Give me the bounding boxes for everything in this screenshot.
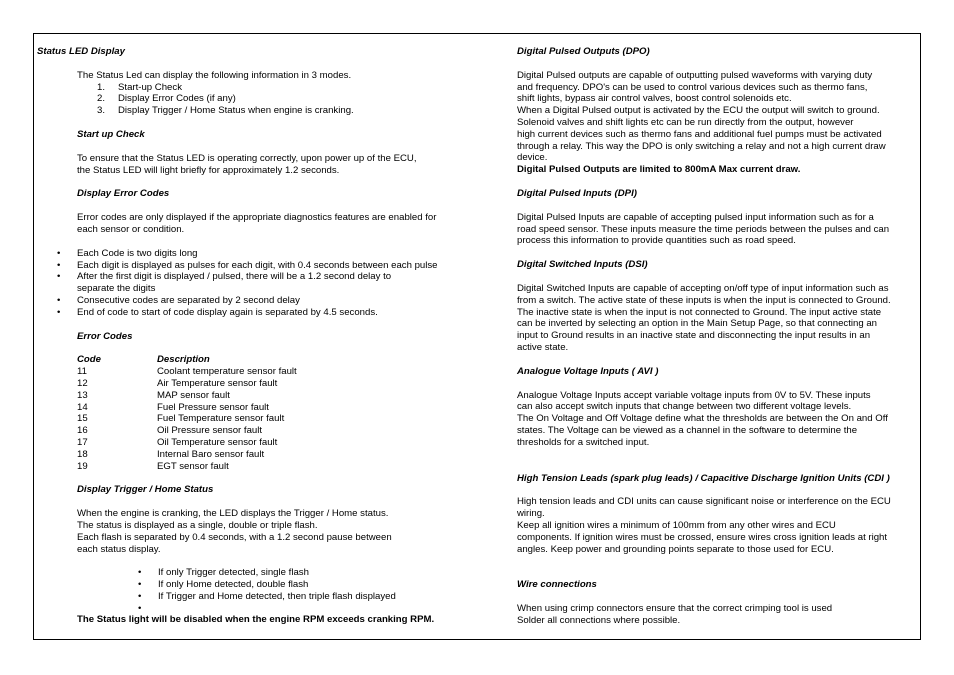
dpo-text: through a relay. This way the DPO is only switching a relay and not a high current draw	[517, 140, 886, 152]
dsi-text: input to Ground results in an inactive state and disconnecting the input results in an	[517, 330, 871, 342]
table-row: 17 Oil Temperature sensor fault	[77, 436, 278, 448]
ht-text: components. If ignition wires must be crossed, ensure wires cross ignition leads at right	[517, 531, 888, 543]
bullet-item: • Consecutive codes are separated by 2 second delay	[37, 295, 467, 307]
trigger-bullets	[37, 567, 467, 614]
code-column-header: Code	[77, 354, 101, 366]
error-heading: Display Error Codes	[77, 188, 170, 200]
bullet-continuation: separate the digits	[77, 283, 156, 295]
dsi-text: active state.	[517, 341, 569, 353]
table-row: 12 Air Temperature sensor fault	[77, 377, 278, 389]
dpo-heading: Digital Pulsed Outputs (DPO)	[517, 46, 650, 57]
avi-heading: Analogue Voltage Inputs ( AVI )	[517, 365, 659, 377]
description-column-header: Description	[157, 354, 210, 366]
trigger-text: The status is displayed as a single, double or triple flash.	[77, 519, 318, 531]
trigger-text: When the engine is cranking, the LED displays the Trigger / Home status.	[77, 508, 389, 520]
status-intro: The Status Led can display the following information in 3 modes.	[77, 69, 352, 81]
table-row: 18 Internal Baro sensor fault	[77, 448, 265, 460]
dsi-text: Digital Switched Inputs are capable of accepting on/off type of input information such as	[517, 282, 889, 294]
bullet-item: • End of code to start of code display again is separated by 4.5 seconds.	[37, 307, 467, 319]
dpi-text: Digital Pulsed Inputs are capable of accepting pulsed input information such as for a	[517, 211, 874, 223]
avi-text: thresholds for a switched input.	[517, 436, 650, 448]
dpo-text: high current devices such as thermo fans and additional fuel pumps must be activated	[517, 128, 882, 140]
mode-item: 1. Start-up Check	[97, 81, 182, 93]
dpo-text: and frequency. DPO's can be used to control various devices such as thermo fans,	[517, 81, 868, 93]
codes-heading: Error Codes	[77, 330, 133, 342]
trigger-text: each status display.	[77, 543, 161, 555]
dsi-text: from a switch. The active state of these inputs is when the input is connected to Ground.	[517, 294, 891, 306]
dsi-heading: Digital Switched Inputs (DSI)	[517, 259, 648, 271]
dpi-text: process this information to provide quantities such as road speed.	[517, 235, 796, 247]
startup-heading: Start up Check	[77, 128, 145, 140]
wire-text: When using crimp connectors ensure that the correct crimping tool is used	[517, 603, 833, 615]
ht-text: Keep all ignition wires a minimum of 100mm from any other wires and ECU	[517, 519, 836, 531]
bullet-item: • If Trigger and Home detected, then triple flash displayed	[37, 591, 467, 603]
dpi-heading: Digital Pulsed Inputs (DPI)	[517, 187, 637, 199]
dpo-text: shift lights, bypass air control valves, boost control solenoids etc.	[517, 93, 792, 105]
ht-text: angles. Keep power and grounding points separate to those used for ECU.	[517, 543, 834, 555]
status-led-heading: Status LED Display	[37, 46, 125, 57]
error-text: each sensor or condition.	[77, 223, 185, 235]
mode-item: 3. Display Trigger / Home Status when engine is cranking.	[97, 105, 354, 117]
startup-text: the Status LED will light briefly for approximately 1.2 seconds.	[77, 164, 340, 176]
trigger-heading: Display Trigger / Home Status	[77, 484, 214, 496]
right-column	[517, 46, 915, 627]
disabled-note: The Status light will be disabled when the engine RPM exceeds cranking RPM.	[77, 614, 435, 626]
dsi-text: can be inverted by selecting an option in the Main Setup Page, so that connecting an	[517, 318, 878, 330]
wire-heading: Wire connections	[517, 579, 597, 591]
ht-text: wiring.	[517, 508, 545, 520]
error-bullets-cont	[37, 295, 467, 319]
error-codes-table	[77, 354, 467, 472]
avi-text: can also accept switch inputs that change between two different voltage levels.	[517, 401, 852, 413]
error-text: Error codes are only displayed if the appropriate diagnostics features are enabled for	[77, 212, 437, 224]
avi-text: states. The Voltage can be viewed as a channel in the software to determine the	[517, 424, 858, 436]
error-bullets	[37, 248, 467, 283]
bullet-item: • Each Code is two digits long	[37, 248, 467, 260]
dsi-text: The inactive state is when the input is not connected to Ground. The input active state	[517, 306, 882, 318]
table-row: 11 Coolant temperature sensor fault	[77, 366, 297, 378]
ht-text: High tension leads and CDI units can cause significant noise or interference on the ECU	[517, 496, 891, 508]
dpo-text: When a Digital Pulsed output is activated by the ECU the output will switch to ground.	[517, 105, 880, 117]
table-row: 19 EGT sensor fault	[77, 460, 229, 472]
modes-list	[37, 82, 467, 117]
bullet-item	[37, 603, 467, 615]
table-row: 13 MAP sensor fault	[77, 389, 230, 401]
trigger-text: Each flash is separated by 0.4 seconds, with a 1.2 second pause between	[77, 531, 392, 543]
avi-text: Analogue Voltage Inputs accept variable voltage inputs from 0V to 5V. These inputs	[517, 389, 871, 401]
bullet-item: • If only Trigger detected, single flash	[37, 567, 467, 579]
bullet-item: • If only Home detected, double flash	[37, 579, 467, 591]
wire-text: Solder all connections where possible.	[517, 614, 681, 626]
avi-text: The On Voltage and Off Voltage define what the thresholds are between the On and Off	[517, 413, 888, 425]
dpi-text: road speed sensor. These inputs measure the time periods between the pulses and can	[517, 223, 890, 235]
left-column	[37, 46, 467, 626]
ht-heading: High Tension Leads (spark plug leads) / Capacitive Discharge Ignition Units (CDI )	[517, 472, 890, 484]
bullet-item: • Each digit is displayed as pulses for each digit, with 0.4 seconds between each pulse	[37, 260, 467, 272]
dpo-text: Digital Pulsed outputs are capable of outputting pulsed waveforms with varying duty	[517, 69, 873, 81]
dpo-note: Digital Pulsed Outputs are limited to 800mA Max current draw.	[517, 164, 801, 176]
codes-header-row	[77, 354, 467, 366]
table-row: 16 Oil Pressure sensor fault	[77, 425, 263, 437]
table-row: 14 Fuel Pressure sensor fault	[77, 401, 269, 413]
dpo-text: device.	[517, 152, 548, 164]
mode-item: 2. Display Error Codes (if any)	[97, 93, 236, 105]
bullet-item: • After the first digit is displayed / pulsed, there will be a 1.2 second delay to	[37, 271, 467, 283]
startup-text: To ensure that the Status LED is operating correctly, upon power up of the ECU,	[77, 152, 417, 164]
table-row: 15 Fuel Temperature sensor fault	[77, 413, 285, 425]
dpo-text: Solenoid valves and shift lights etc can be run directly from the output, however	[517, 116, 854, 128]
